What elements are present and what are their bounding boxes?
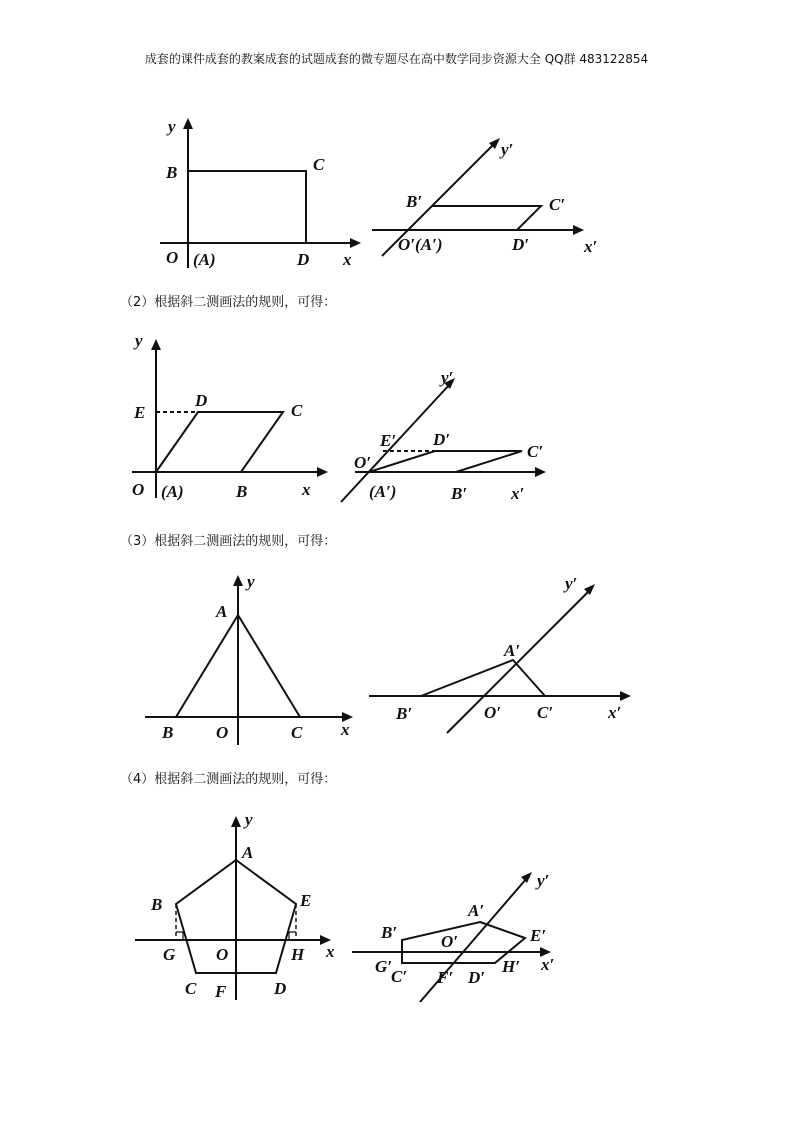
fig3-right-x-arrow <box>620 691 631 701</box>
caption-3: （3）根据斜二测画法的规则，可得： <box>120 534 337 549</box>
fig2-right-label-y: y′ <box>441 368 454 387</box>
fig4-left-label-B: B <box>151 895 163 914</box>
fig3-right-label-A: A′ <box>504 641 521 660</box>
fig4-right-label-O: O′ <box>441 932 459 951</box>
fig2-right-parallelogram <box>369 451 522 472</box>
fig2-left-label-D: D <box>195 391 208 410</box>
fig4-left-label-C: C <box>185 979 197 998</box>
fig2-right-label-O: O′ <box>354 453 372 472</box>
fig1-right-x-arrow <box>573 225 584 235</box>
fig1-left-label-C: C <box>313 155 325 174</box>
fig3-right-label-B: B′ <box>396 704 413 723</box>
fig4-right-label-y: y′ <box>537 871 550 890</box>
fig4-right-label-E: E′ <box>530 926 547 945</box>
fig1-left-label-B: B <box>166 163 178 182</box>
fig3-left <box>145 572 353 745</box>
fig2-left-y-arrow <box>151 339 161 350</box>
fig4-left-label-A: A <box>242 843 254 862</box>
fig4-right-label-x: x′ <box>541 955 555 974</box>
fig4-right-label-F: F′ <box>437 968 454 987</box>
fig1-right-label-x: x′ <box>584 237 598 256</box>
fig3-right-label-C: C′ <box>537 703 554 722</box>
fig2-right-label-x: x′ <box>511 484 525 503</box>
fig2-left-parallelogram <box>156 412 283 472</box>
fig4-left-label-D: D <box>274 979 287 998</box>
fig4-left-label-H: H <box>291 945 305 964</box>
fig2-left-label-x: x <box>302 480 311 499</box>
fig2-left-label-E: E <box>134 403 146 422</box>
fig3-right <box>369 574 631 733</box>
fig3-left-label-x: x <box>341 720 350 739</box>
fig1-right-label-O: O′(A′) <box>398 235 443 254</box>
fig4-right-label-C: C′ <box>391 967 408 986</box>
fig4-left-label-G: G <box>163 945 176 964</box>
fig1-right-label-B: B′ <box>406 192 423 211</box>
fig3-left-label-C: C <box>291 723 303 742</box>
fig1-left-label-x: x <box>343 250 352 269</box>
fig4-left <box>135 810 335 1001</box>
page-header: 成套的课件成套的教案成套的试题成套的微专题尽在高中数学同步资源大全 QQ群 483122854 <box>144 52 649 66</box>
fig4-left-label-E: E <box>300 891 312 910</box>
fig1-left <box>160 117 361 269</box>
fig2-left-label-B: B <box>236 482 248 501</box>
fig1-left-x-arrow <box>350 238 361 248</box>
fig2-left <box>132 331 328 501</box>
fig4-right-label-G: G′ <box>375 957 393 976</box>
fig2-right-label-A: (A′) <box>369 482 397 501</box>
fig1-right-label-y: y′ <box>501 140 514 159</box>
fig1-left-label-O: O <box>166 248 179 267</box>
fig3-right-triangle <box>421 660 545 696</box>
fig1-right-parallelogram <box>432 206 541 230</box>
fig1-left-label-A: (A) <box>193 250 216 269</box>
fig1-right-label-C: C′ <box>549 195 566 214</box>
fig2-right-label-D: D′ <box>433 430 451 449</box>
fig4-left-label-x: x <box>326 942 335 961</box>
fig1-right-label-D: D′ <box>512 235 530 254</box>
fig2-right-label-E: E′ <box>380 431 397 450</box>
fig3-right-label-O: O′ <box>484 703 502 722</box>
fig2-left-x-arrow <box>317 467 328 477</box>
fig1-left-rectangle <box>188 171 306 243</box>
fig2-left-label-y: y <box>135 331 143 350</box>
fig4-right <box>352 871 554 1002</box>
fig3-right-y-axis <box>447 590 590 733</box>
caption-2: （2）根据斜二测画法的规则，可得： <box>120 295 337 310</box>
fig3-left-y-arrow <box>233 575 243 586</box>
fig2-left-label-A: (A) <box>161 482 184 501</box>
fig2-right-label-C: C′ <box>527 442 544 461</box>
fig2-left-label-C: C <box>291 401 303 420</box>
fig3-left-label-B: B <box>162 723 174 742</box>
fig4-right-label-B: B′ <box>381 923 398 942</box>
fig3-left-label-y: y <box>247 572 255 591</box>
fig4-left-label-F: F <box>215 982 227 1001</box>
fig4-left-label-O: O <box>216 945 229 964</box>
fig3-left-label-A: A <box>216 602 228 621</box>
fig3-right-label-y: y′ <box>565 574 578 593</box>
fig4-right-label-H: H′ <box>502 957 521 976</box>
caption-4: （4）根据斜二测画法的规则，可得： <box>120 772 337 787</box>
fig4-left-label-y: y <box>245 810 253 829</box>
fig2-right-x-arrow <box>535 467 546 477</box>
fig3-right-label-x: x′ <box>608 703 622 722</box>
fig4-left-y-arrow <box>231 816 241 827</box>
fig1-left-label-y: y <box>168 117 176 136</box>
fig4-left-right-angle-H <box>289 932 296 940</box>
fig4-right-y-arrow <box>521 872 532 883</box>
fig4-right-label-D: D′ <box>468 968 486 987</box>
fig4-left-right-angle-G <box>176 932 183 940</box>
fig4-right-label-A: A′ <box>468 901 485 920</box>
fig2-left-label-O: O <box>132 480 145 499</box>
fig1-right <box>372 138 597 256</box>
fig2-right-label-B: B′ <box>451 484 468 503</box>
fig1-left-label-D: D <box>297 250 310 269</box>
fig1-left-y-arrow <box>183 118 193 129</box>
fig2-right <box>341 368 546 503</box>
fig3-left-label-O: O <box>216 723 229 742</box>
